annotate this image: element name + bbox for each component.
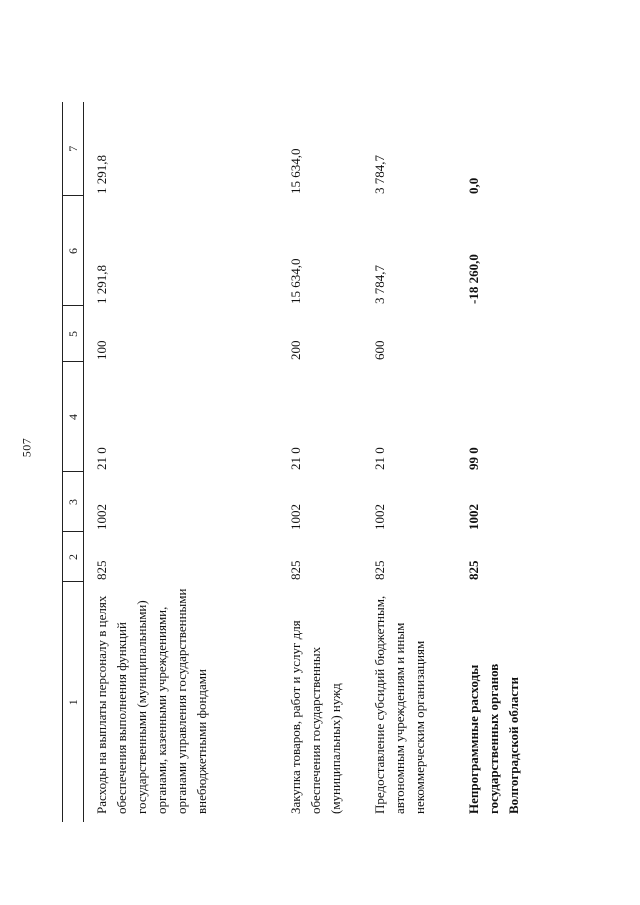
table-row bbox=[84, 102, 279, 822]
row-ministry-code: 825 bbox=[288, 560, 303, 580]
table-row bbox=[456, 102, 540, 822]
row-expense-type: 100 bbox=[94, 340, 109, 360]
table-header-row bbox=[63, 102, 84, 822]
rotated-table-container bbox=[62, 102, 522, 822]
header-col-2: 2 bbox=[63, 532, 84, 582]
row-amount-change: 3 784,7 bbox=[372, 265, 387, 304]
row-amount-total: 15 634,0 bbox=[288, 148, 303, 194]
row-name: Закупка товаров, работ и услуг для обеспечения государственных (муниципальных) нужд bbox=[288, 620, 343, 814]
row-expense-type bbox=[456, 306, 540, 362]
row-target-code: 21 0 bbox=[372, 447, 387, 470]
header-col-3: 3 bbox=[63, 472, 84, 532]
row-amount-change: -18 260,0 bbox=[466, 254, 481, 304]
row-name: Предоставление субсидий бюджетным, автономным учреждениям и иным некоммерческим организациям bbox=[372, 595, 427, 814]
header-col-5: 5 bbox=[63, 306, 84, 362]
row-name: Расходы на выплаты персоналу в целях обеспечения выполнения функций государственными (муниципальными) органами, казенными учреждениями, органами управления государственными внебюджетными фондами bbox=[94, 588, 209, 814]
row-section-code: 1002 bbox=[466, 504, 481, 530]
header-col-4: 4 bbox=[63, 362, 84, 472]
row-amount-change: 15 634,0 bbox=[288, 258, 303, 304]
row-section-code: 1002 bbox=[94, 504, 109, 530]
table-row bbox=[362, 102, 456, 822]
row-target-code: 99 0 bbox=[466, 447, 481, 470]
row-amount-change: 1 291,8 bbox=[94, 265, 109, 304]
row-expense-type: 200 bbox=[288, 340, 303, 360]
row-ministry-code: 825 bbox=[466, 560, 481, 580]
header-col-7: 7 bbox=[63, 102, 84, 196]
row-amount-total: 3 784,7 bbox=[372, 155, 387, 194]
row-section-code: 1002 bbox=[372, 504, 387, 530]
table-row bbox=[278, 102, 362, 822]
row-ministry-code: 825 bbox=[94, 560, 109, 580]
row-name: Непрограммные расходы государственных органов Волгоградской области bbox=[466, 663, 521, 814]
row-ministry-code: 825 bbox=[372, 560, 387, 580]
header-col-6: 6 bbox=[63, 196, 84, 306]
page-number: 507 bbox=[19, 437, 34, 458]
row-amount-total: 0,0 bbox=[466, 177, 481, 194]
row-target-code: 21 0 bbox=[288, 447, 303, 470]
row-expense-type: 600 bbox=[372, 340, 387, 360]
row-section-code: 1002 bbox=[288, 504, 303, 530]
row-amount-total: 1 291,8 bbox=[94, 155, 109, 194]
header-col-1: 1 bbox=[63, 582, 84, 822]
budget-table bbox=[62, 102, 540, 822]
row-target-code: 21 0 bbox=[94, 447, 109, 470]
